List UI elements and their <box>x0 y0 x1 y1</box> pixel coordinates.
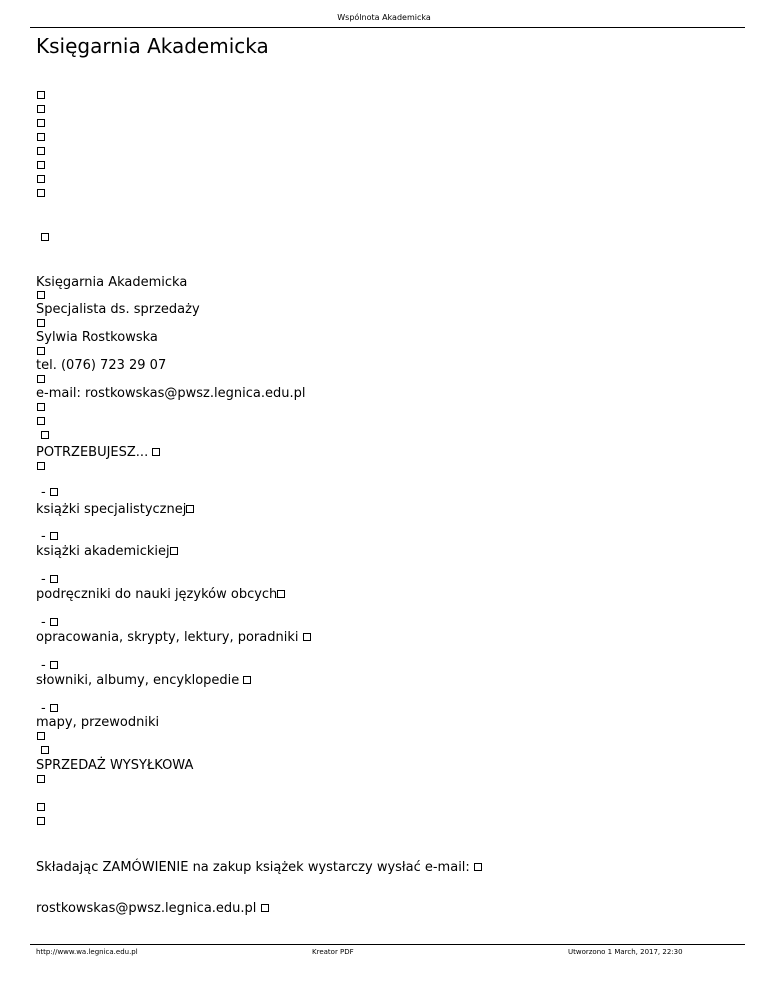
footer-created: Utworzono 1 March, 2017, 22:30 <box>568 948 683 956</box>
placeholder-glyph <box>37 400 45 415</box>
order-email[interactable]: rostkowskas@pwsz.legnica.edu.pl <box>36 901 269 916</box>
placeholder-glyph <box>37 729 45 744</box>
placeholder-glyph <box>37 372 45 387</box>
placeholder-glyph <box>37 316 45 331</box>
shipping-heading: SPRZEDAŻ WYSYŁKOWA <box>36 758 194 773</box>
placeholder-glyph <box>37 102 45 117</box>
placeholder-glyph <box>37 88 45 103</box>
contact-phone: tel. (076) 723 29 07 <box>36 358 167 373</box>
list-bullet: - <box>41 572 58 587</box>
placeholder-glyph <box>37 800 45 815</box>
list-bullet: - <box>41 701 58 716</box>
list-bullet: - <box>41 529 58 544</box>
list-bullet: - <box>41 485 58 500</box>
order-text: Składając ZAMÓWIENIE na zakup książek wystarczy wysłać e-mail: <box>36 860 482 875</box>
placeholder-glyph <box>37 459 45 474</box>
placeholder-glyph <box>37 116 45 131</box>
list-item: książki specjalistycznej <box>36 502 194 517</box>
contact-person: Sylwia Rostkowska <box>36 330 158 345</box>
placeholder-glyph <box>37 414 45 429</box>
placeholder-glyph <box>37 344 45 359</box>
placeholder-glyph <box>37 772 45 787</box>
placeholder-glyph <box>37 814 45 829</box>
list-bullet: - <box>41 658 58 673</box>
list-bullet: - <box>41 615 58 630</box>
placeholder-glyph <box>37 172 45 187</box>
placeholder-glyph <box>37 158 45 173</box>
list-item: podręczniki do nauki języków obcych <box>36 587 285 602</box>
site-title: Wspólnota Akademicka <box>337 13 431 22</box>
needs-heading: POTRZEBUJESZ... <box>36 445 160 460</box>
list-item: słowniki, albumy, encyklopedie <box>36 673 251 688</box>
placeholder-glyph <box>37 288 45 303</box>
placeholder-glyph <box>37 144 45 159</box>
list-item: opracowania, skrypty, lektury, poradniki <box>36 630 311 645</box>
footer-generator: Kreator PDF <box>312 948 354 956</box>
placeholder-glyph <box>37 130 45 145</box>
page-title: Księgarnia Akademicka <box>36 34 269 58</box>
footer-url[interactable]: http://www.wa.legnica.edu.pl <box>36 948 138 956</box>
header-divider <box>30 27 745 28</box>
placeholder-glyph <box>37 186 45 201</box>
contact-email[interactable]: e-mail: rostkowskas@pwsz.legnica.edu.pl <box>36 386 306 401</box>
footer-divider <box>30 944 745 945</box>
placeholder-glyph <box>41 428 49 443</box>
placeholder-glyph <box>41 743 49 758</box>
contact-role: Specjalista ds. sprzedaży <box>36 302 200 317</box>
contact-name: Księgarnia Akademicka <box>36 275 188 290</box>
list-item: książki akademickiej <box>36 544 178 559</box>
placeholder-glyph <box>41 230 49 245</box>
list-item: mapy, przewodniki <box>36 715 160 730</box>
